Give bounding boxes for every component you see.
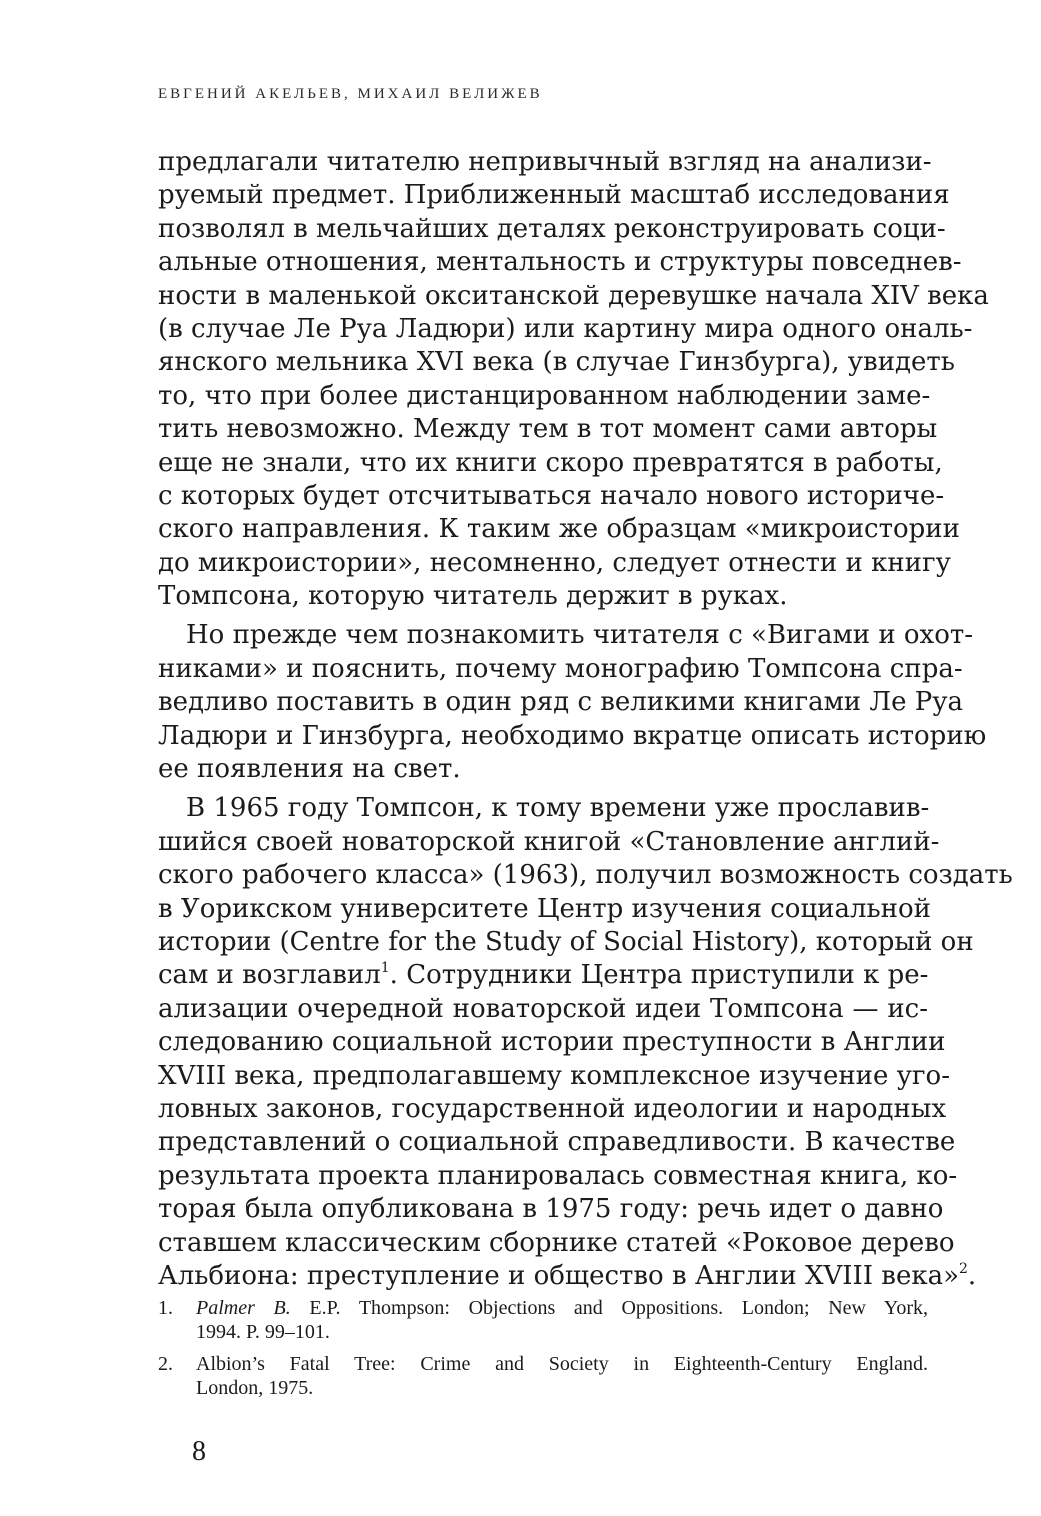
footnote-line: Albion’s Fatal Tree: Crime and Society in Eighteenth-Century England. [196, 1353, 928, 1375]
text-line: до микроистории», несомненно, следует отнести и книгу [158, 547, 951, 578]
paragraph-3 [158, 792, 1013, 1293]
footnote-1 [158, 1296, 928, 1344]
running-head: ЕВГЕНИЙ АКЕЛЬЕВ, МИХАИЛ ВЕЛИЖЕВ [158, 86, 543, 102]
footnote-author: Palmer B. [196, 1297, 291, 1319]
text-line: представлений о социальной справедливости. В качестве [158, 1127, 956, 1158]
text-segment: . Сотрудники Центра приступили к ре- [389, 960, 929, 991]
text-line: руемый предмет. Приближенный масштаб исследования [158, 180, 950, 211]
text-line: ализации очередной новаторской идеи Томпсона — ис- [158, 993, 928, 1024]
text-line: янского мельника XVI века (в случае Гинзбурга), увидеть [158, 347, 955, 378]
text-segment: сам и возглавил [158, 960, 381, 991]
text-line: ского рабочего класса» (1963), получил возможность создать [158, 860, 1013, 891]
text-line: еще не знали, что их книги скоро превратятся в работы, [158, 447, 943, 478]
text-line: ведливо поставить в один ряд с великими книгами Ле Руа [158, 687, 964, 718]
footnote-2 [158, 1352, 928, 1400]
text-line: ее появления на свет. [158, 754, 461, 785]
body-text [158, 146, 1013, 1299]
footnote-ref-1[interactable]: 1 [380, 960, 390, 977]
text-line [158, 959, 928, 992]
text-segment: . [967, 1260, 977, 1291]
text-line: никами» и пояснить, почему монографию Томпсона спра- [158, 653, 963, 684]
text-line: торая была опубликована в 1975 году: речь идет о давно [158, 1194, 944, 1225]
text-line: Но прежде чем познакомить читателя с «Вигами и охот- [186, 620, 974, 651]
footnote-line [196, 1296, 928, 1320]
text-line: Томпсона, которую читатель держит в руках. [158, 581, 788, 612]
footnote-number: 2. [158, 1353, 173, 1375]
paragraph-2 [158, 619, 987, 786]
text-line: В 1965 году Томпсон, к тому времени уже прославив- [186, 793, 930, 824]
footnote-text: E.P. Thompson: Objections and Oppositions. London; New York, [290, 1297, 929, 1319]
text-line: шийся своей новаторской книгой «Становление англий- [158, 826, 940, 857]
text-line: результата проекта планировалась совместная книга, ко- [158, 1160, 958, 1191]
footnote-number: 1. [158, 1297, 173, 1319]
page-number: 8 [192, 1436, 206, 1467]
text-line: альные отношения, ментальность и структуры повседнев- [158, 247, 962, 278]
text-segment: Альбиона: преступление и общество в Англии XVIII века» [158, 1260, 959, 1291]
book-page [158, 0, 1013, 1516]
text-line: ского направления. К таким же образцам «микроистории [158, 514, 960, 545]
text-line: с которых будет отсчитываться начало нового историче- [158, 480, 945, 511]
footnote-line: 1994. P. 99–101. [196, 1321, 330, 1343]
text-line: истории (Centre for the Study of Social History), который он [158, 926, 974, 957]
text-line: XVIII века, предполагавшему комплексное изучение уго- [158, 1060, 950, 1091]
text-line: следованию социальной истории преступности в Англии [158, 1027, 946, 1058]
footnote-ref-2[interactable]: 2 [959, 1260, 968, 1277]
text-line: предлагали читателю непривычный взгляд на анализи- [158, 147, 932, 177]
footnote-line: London, 1975. [196, 1377, 314, 1399]
text-line [158, 1260, 977, 1293]
paragraph-1 [158, 146, 989, 613]
text-line: ловных законов, государственной идеологии и народных [158, 1093, 947, 1124]
text-line: (в случае Ле Руа Ладюри) или картину мира одного ональ- [158, 313, 973, 344]
text-line: в Уорикском университете Центр изучения социальной [158, 893, 931, 924]
text-line: тить невозможно. Между тем в тот момент сами авторы [158, 414, 938, 445]
footnotes [158, 1296, 928, 1408]
text-line: позволял в мельчайших деталях реконструировать соци- [158, 213, 946, 244]
text-line: ставшем классическим сборнике статей «Роковое дерево [158, 1227, 955, 1258]
text-line: то, что при более дистанцированном наблюдении заме- [158, 380, 931, 411]
text-line: ности в маленькой окситанской деревушке начала XIV века [158, 280, 989, 311]
text-line: Ладюри и Гинзбурга, необходимо вкратце описать историю [158, 720, 987, 751]
